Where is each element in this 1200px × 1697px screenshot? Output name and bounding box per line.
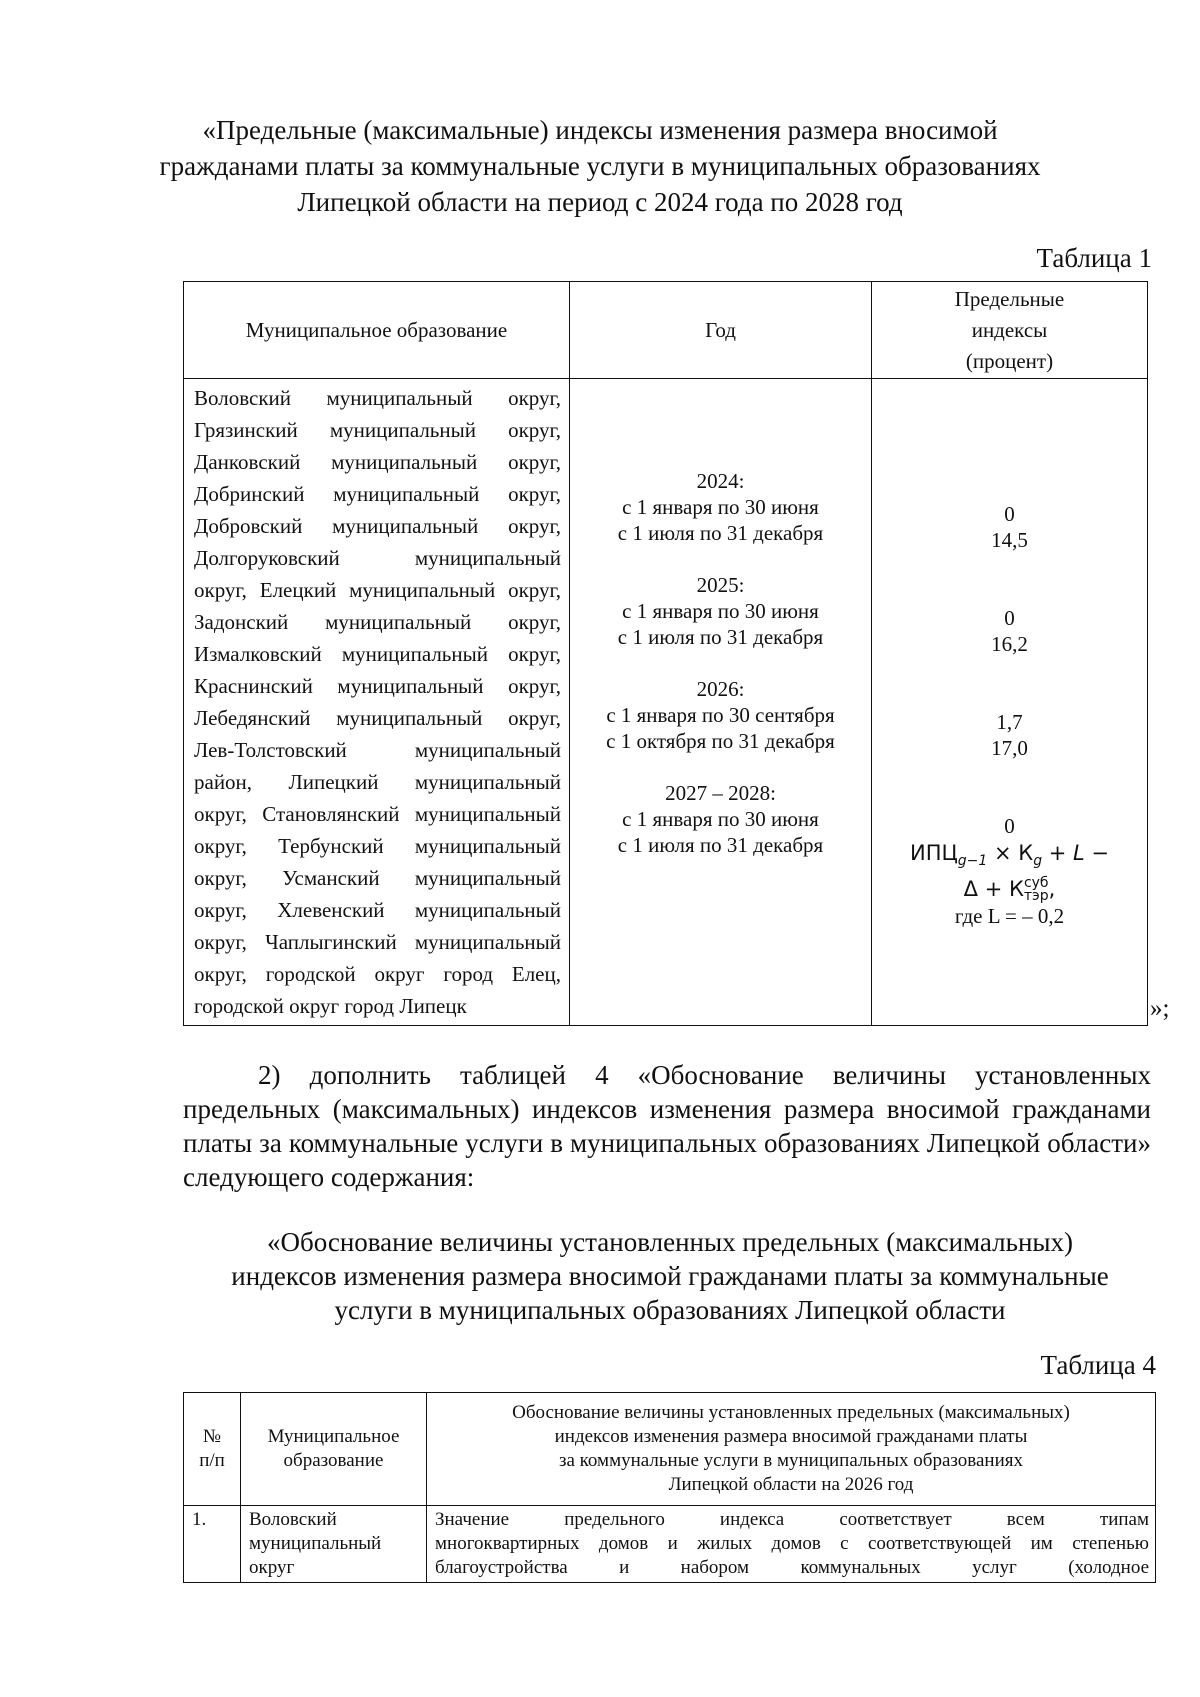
municipality-line: Долгоруковский муниципальный xyxy=(194,546,561,570)
period-range: с 1 января по 30 сентября xyxy=(606,703,835,727)
municipality-line: Грязинский муниципальный округ, xyxy=(194,418,561,442)
row-municipality-line: муниципальный xyxy=(249,1533,382,1554)
municipality-list xyxy=(184,382,569,1022)
header-index-line: индексы xyxy=(971,317,1048,342)
row-municipality xyxy=(241,1506,427,1583)
index-block-2024 xyxy=(872,501,1147,553)
period-year: 2026: xyxy=(696,677,745,701)
period-range: с 1 июля по 31 декабря xyxy=(617,625,824,649)
table-row xyxy=(184,379,1148,1026)
row-justification-line: Значение предельного индекса соответствует всем типам xyxy=(435,1509,1149,1530)
header-municipality: Муниципальное образование xyxy=(184,282,570,379)
row-justification-line: благоустройства и набором коммунальных услуг (холодное xyxy=(435,1557,1149,1578)
formula-k-sub2: тэр xyxy=(1023,888,1049,905)
formula-ipc-sub: g−1 xyxy=(957,853,988,870)
municipality-line: Лев-Толстовский муниципальный xyxy=(194,738,561,762)
table-header-row xyxy=(184,1393,1156,1506)
formula-k-sup: суб xyxy=(1023,875,1049,892)
period-block-2025 xyxy=(570,572,871,650)
formula-where: где L = – 0,2 xyxy=(954,904,1065,929)
index-value: 16,2 xyxy=(991,631,1028,656)
index-value: 0 xyxy=(1004,501,1015,526)
justification-table xyxy=(183,1392,1156,1583)
index-block-2025 xyxy=(872,605,1147,657)
row-municipality-line: Воловский xyxy=(249,1509,337,1530)
index-value: 0 xyxy=(1004,605,1015,630)
index-value: 0 xyxy=(1004,813,1015,838)
header-number-line: № xyxy=(202,1426,222,1447)
formula-k-sub: g xyxy=(1033,853,1043,870)
formula-delta: Δ + К xyxy=(963,877,1024,902)
period-block-2024 xyxy=(570,468,871,546)
municipality-line: район, Липецкий муниципальный xyxy=(194,770,561,794)
header-justification-line: индексов изменения размера вносимой гражданами платы xyxy=(554,1426,1028,1447)
header-justification xyxy=(427,1393,1156,1506)
municipality-line: Добровский муниципальный округ, xyxy=(194,514,561,538)
formula-ipc: ИПЦ xyxy=(909,840,958,865)
period-year: 2027 – 2028: xyxy=(665,781,776,805)
municipality-cell xyxy=(184,379,570,1026)
section-title xyxy=(190,1225,1150,1327)
period-cell xyxy=(570,379,872,1026)
index-value: 14,5 xyxy=(991,527,1028,552)
header-index-line: (процент) xyxy=(965,348,1054,373)
closing-quote: »; xyxy=(1150,995,1170,1022)
period-range: с 1 января по 30 июня xyxy=(622,495,819,519)
section-title-line: услуги в муниципальных образованиях Липецкой области xyxy=(334,1295,1006,1325)
period-list xyxy=(570,468,871,858)
header-index xyxy=(872,282,1148,379)
table-header-row xyxy=(184,282,1148,379)
title-line: Липецкой области на период с 2024 года по 2028 год xyxy=(297,187,903,217)
header-municipality-line: Муниципальное xyxy=(267,1426,400,1447)
municipality-line: округ, Усманский муниципальный xyxy=(194,866,561,890)
period-block-2026 xyxy=(570,676,871,754)
period-range: с 1 июля по 31 декабря xyxy=(617,521,824,545)
section-title-line: «Обоснование величины установленных предельных (максимальных) xyxy=(266,1227,1074,1257)
header-justification-line: Обоснование величины установленных предельных (максимальных) xyxy=(512,1402,1070,1423)
row-justification xyxy=(427,1506,1156,1583)
header-municipality-line: образование xyxy=(283,1450,384,1471)
index-block-2027-2028 xyxy=(872,813,1147,929)
period-range: с 1 января по 30 июня xyxy=(622,599,819,623)
municipality-line: округ, Хлевенский муниципальный xyxy=(194,898,561,922)
header-number xyxy=(184,1393,241,1506)
period-year: 2024: xyxy=(696,469,745,493)
municipality-line: городской округ город Липецк xyxy=(194,994,467,1018)
period-block-2027-2028 xyxy=(570,780,871,858)
header-number-line: п/п xyxy=(199,1450,225,1471)
period-range: с 1 января по 30 июня xyxy=(622,807,819,831)
header-municipality xyxy=(241,1393,427,1506)
row-justification-line: многоквартирных домов и жилых домов с соответствующей им степенью xyxy=(435,1533,1149,1554)
formula-plus-l: + L − xyxy=(1042,840,1110,865)
header-index-line: Предельные xyxy=(954,286,1065,311)
formula-k: К xyxy=(1018,840,1034,865)
title-line: «Предельные (максимальные) индексы изменения размера вносимой xyxy=(202,115,998,145)
municipality-line: Измалковский муниципальный округ, xyxy=(194,642,561,666)
municipality-line: Данковский муниципальный округ, xyxy=(194,450,561,474)
period-range: с 1 июля по 31 декабря xyxy=(617,833,824,857)
header-year: Год xyxy=(570,282,872,379)
municipality-line: Воловский муниципальный округ, xyxy=(194,386,561,410)
municipality-line: Добринский муниципальный округ, xyxy=(194,482,561,506)
formula-times: × xyxy=(987,840,1019,865)
municipality-line: Лебедянский муниципальный округ, xyxy=(194,706,561,730)
index-formula xyxy=(872,839,1147,903)
header-justification-line: за коммунальные услуги в муниципальных образованиях xyxy=(558,1450,1024,1471)
municipality-line: Задонский муниципальный округ, xyxy=(194,610,561,634)
row-municipality-line: округ xyxy=(249,1557,295,1578)
formula-comma: , xyxy=(1048,877,1056,902)
period-year: 2025: xyxy=(696,573,745,597)
header-justification-line: Липецкой области на 2026 год xyxy=(668,1474,914,1495)
index-value: 17,0 xyxy=(991,735,1028,760)
municipality-line: округ, Тербунский муниципальный xyxy=(194,834,561,858)
table1-caption: Таблица 1 xyxy=(1036,243,1152,273)
table4-caption: Таблица 4 xyxy=(1040,1350,1156,1380)
municipality-line: округ, Чаплыгинский муниципальный xyxy=(194,930,561,954)
period-range: с 1 октября по 31 декабря xyxy=(606,729,835,753)
index-value-cell xyxy=(872,379,1148,1026)
title-line: гражданами платы за коммунальные услуги в муниципальных образованиях xyxy=(159,151,1041,181)
amendment-paragraph: 2) дополнить таблицей 4 «Обоснование величины установленных предельных (максимальных) индексов изменения размера вносимой гражданами платы за коммунальные услуги в муниципальных образованиях Липецкой области» следующего содержания: xyxy=(183,1060,1151,1192)
index-value: 1,7 xyxy=(996,709,1023,734)
row-number: 1. xyxy=(184,1506,241,1583)
indexes-table xyxy=(183,281,1148,1026)
municipality-line: округ, Становлянский муниципальный xyxy=(194,802,561,826)
index-values xyxy=(872,475,1147,929)
municipality-line: округ, Елецкий муниципальный округ, xyxy=(194,578,561,602)
municipality-line: округ, городской округ город Елец, xyxy=(194,962,561,986)
index-block-2026 xyxy=(872,709,1147,761)
document-title xyxy=(150,112,1050,220)
table-row xyxy=(184,1506,1156,1583)
section-title-line: индексов изменения размера вносимой гражданами платы за коммунальные xyxy=(231,1261,1109,1291)
municipality-line: Краснинский муниципальный округ, xyxy=(194,674,561,698)
